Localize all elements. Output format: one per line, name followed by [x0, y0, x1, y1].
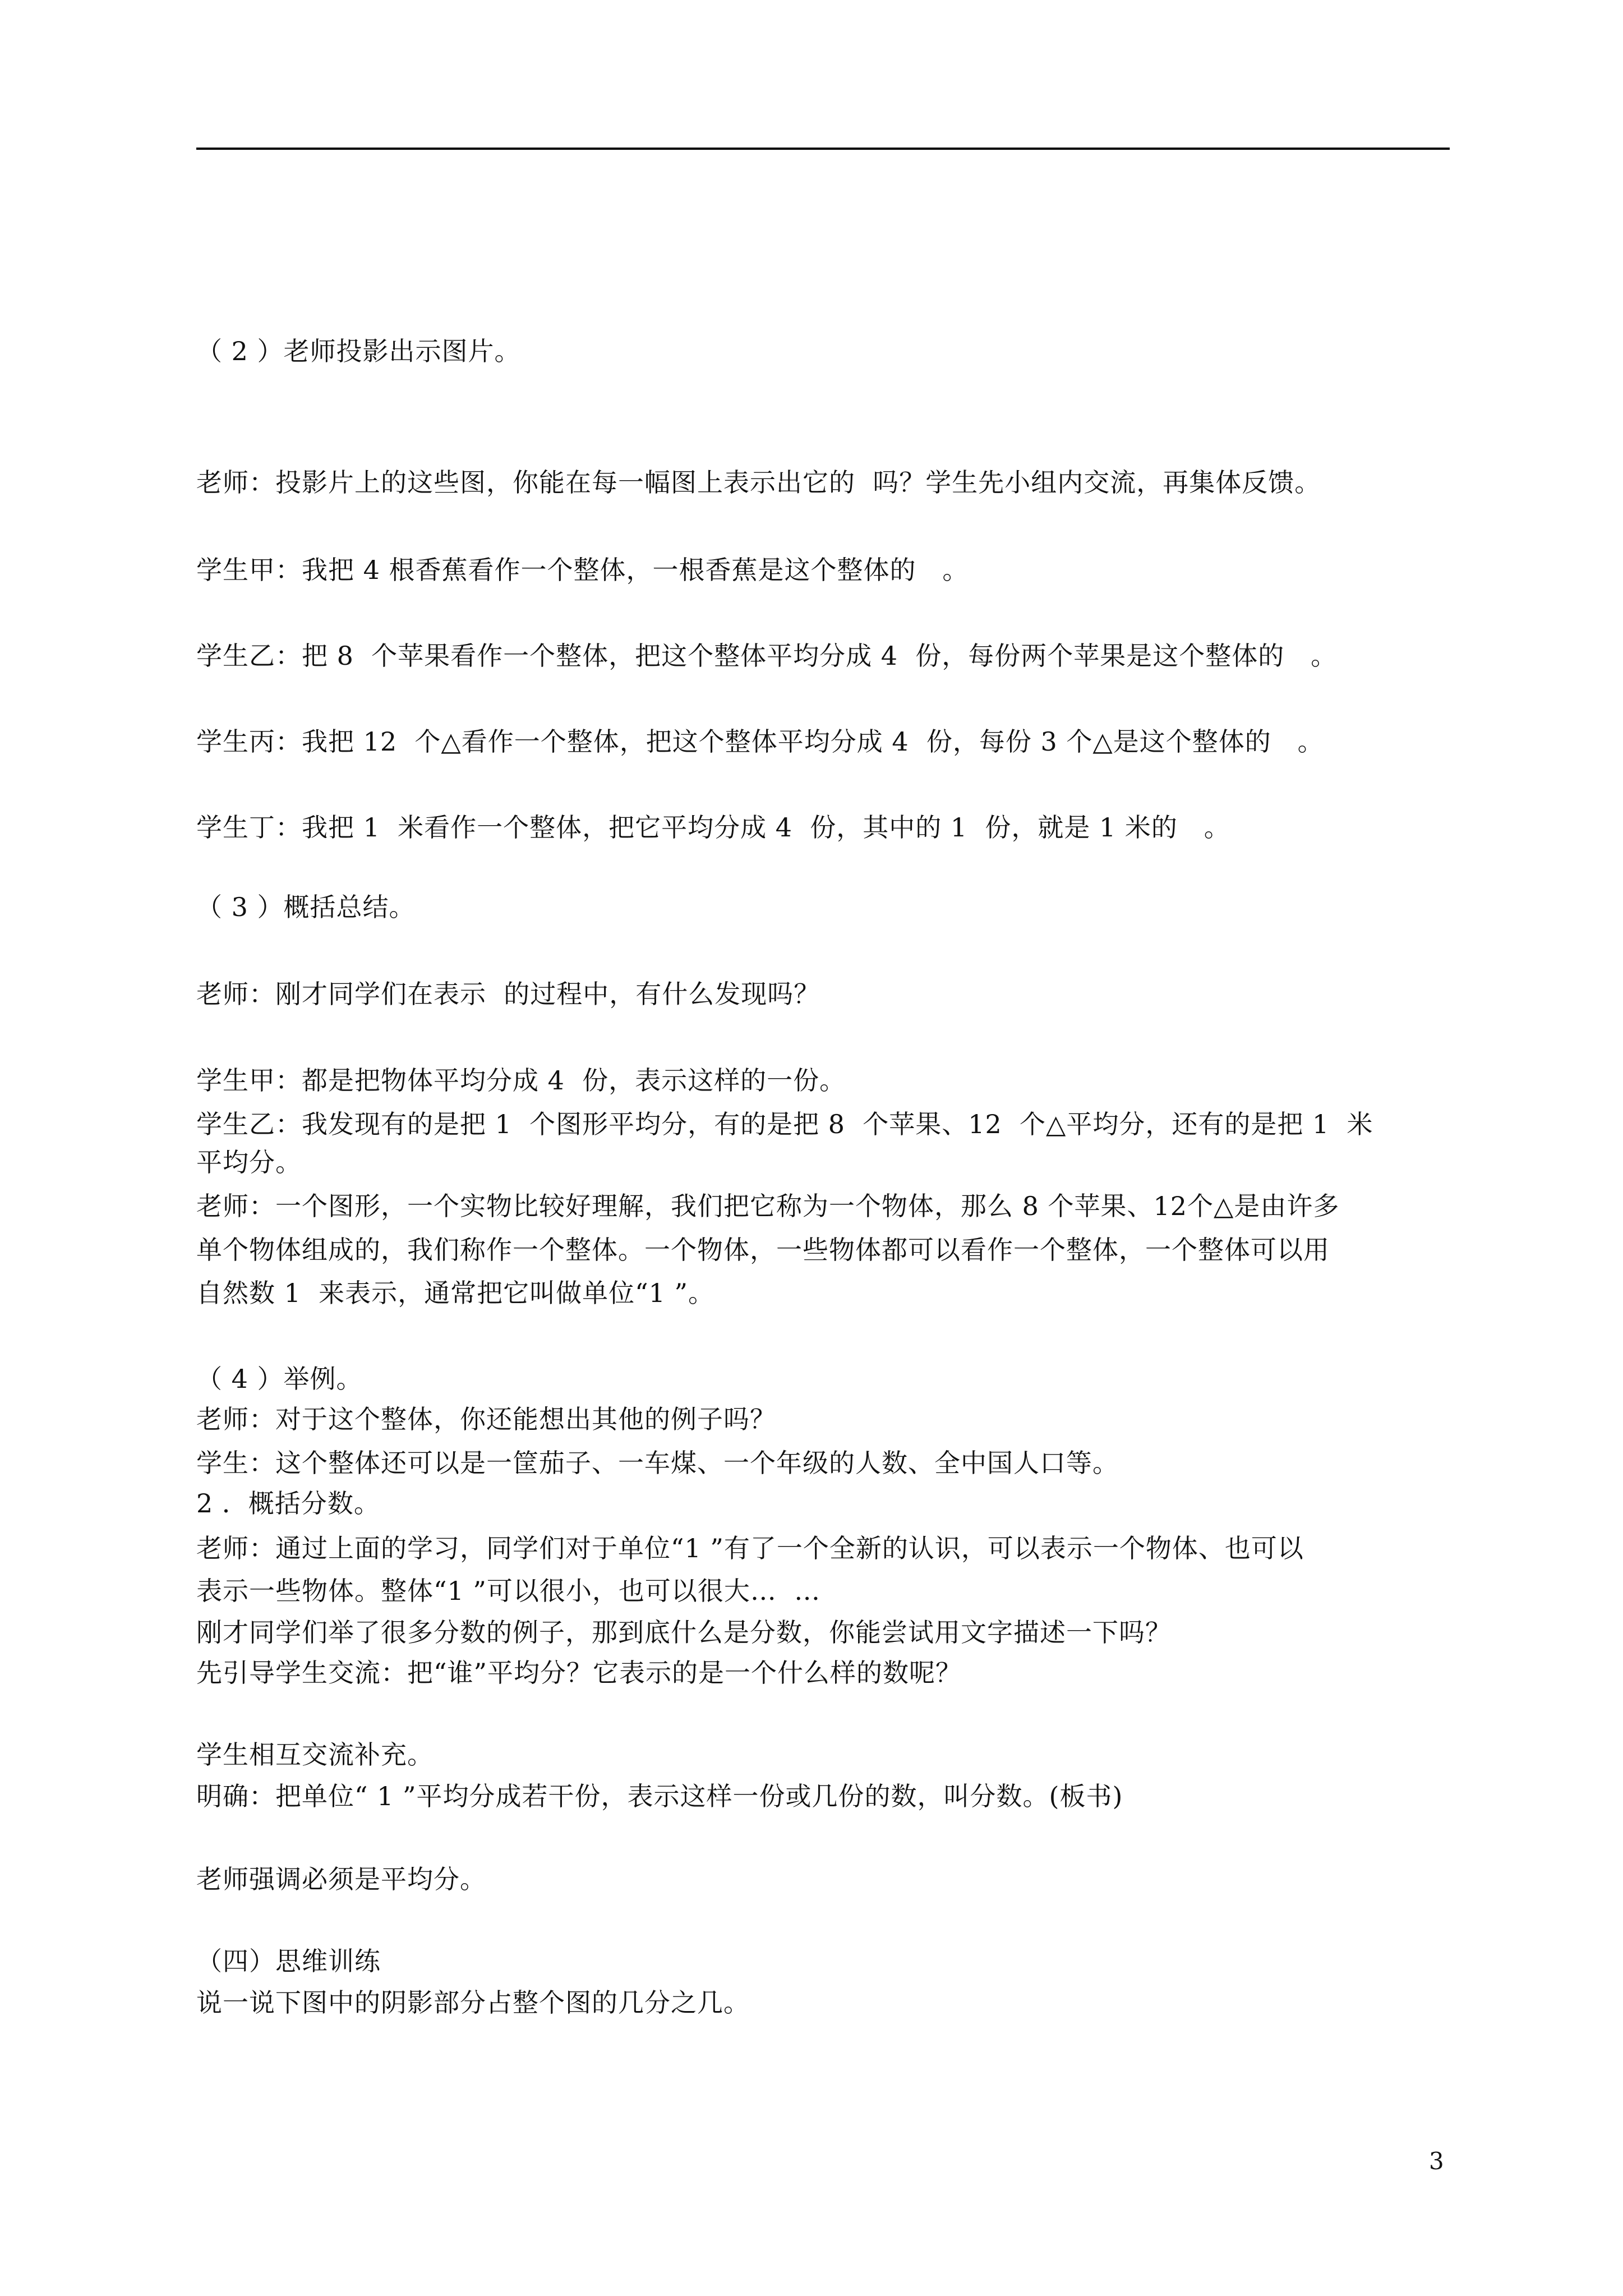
- paragraph-line: 学生甲：都是把物体平均分成 4 份，表示这样的一份。: [196, 1065, 846, 1096]
- definition-line: 明确：把单位“ 1 ”平均分成若干份，表示这样一份或几份的数，叫分数。(板书): [196, 1781, 1123, 1811]
- paragraph-line: 学生：这个整体还可以是一筐茄子、一车煤、一个年级的人数、全中国人口等。: [196, 1448, 1119, 1478]
- page-number: 3: [1429, 2147, 1444, 2175]
- paragraph-line: 老师：对于这个整体，你还能想出其他的例子吗？: [196, 1404, 776, 1434]
- section-heading-thinking-training: （四）思维训练: [196, 1946, 381, 1976]
- paragraph-line: 老师强调必须是平均分。: [196, 1864, 486, 1894]
- paragraph-line: 学生甲：我把 4 根香蕉看作一个整体，一根香蕉是这个整体的 。: [196, 555, 969, 585]
- paragraph-line: 单个物体组成的，我们称作一个整体。一个物体，一些物体都可以看作一个整体，一个整体可以用: [196, 1235, 1330, 1265]
- paragraph-line: 老师：一个图形，一个实物比较好理解，我们把它称为一个物体，那么 8 个苹果、12个△是由许多: [196, 1191, 1340, 1221]
- header-rule: [196, 148, 1450, 150]
- section-heading-summary: 2 ．概括分数。: [196, 1488, 380, 1519]
- paragraph-line: 老师：刚才同学们在表示 的过程中，有什么发现吗？: [196, 979, 820, 1009]
- paragraph-line: 平均分。: [196, 1147, 302, 1177]
- paragraph-line: 说一说下图中的阴影部分占整个图的几分之几。: [196, 1987, 750, 2018]
- section-heading-4: （ 4 ）举例。: [196, 1364, 363, 1394]
- section-heading-3: （ 3 ）概括总结。: [196, 892, 416, 922]
- paragraph-line: 老师：通过上面的学习，同学们对于单位“1 ”有了一个全新的认识，可以表示一个物体、也可以: [196, 1533, 1304, 1563]
- paragraph-line: 学生乙：把 8 个苹果看作一个整体，把这个整体平均分成 4 份，每份两个苹果是这个整体的 。: [196, 641, 1338, 671]
- paragraph-line: 刚才同学们举了很多分数的例子，那到底什么是分数，你能尝试用文字描述一下吗？: [196, 1617, 1172, 1648]
- paragraph-line: 学生相互交流补充。: [196, 1740, 434, 1770]
- section-heading-2: （ 2 ）老师投影出示图片。: [196, 336, 521, 366]
- paragraph-line: 表示一些物体。整体“1 ”可以很小，也可以很大… …: [196, 1576, 821, 1606]
- paragraph-line: 学生乙：我发现有的是把 1 个图形平均分，有的是把 8 个苹果、12 个△平均分，还有的是把 1 米: [196, 1109, 1373, 1139]
- paragraph-line: 学生丙：我把 12 个△看作一个整体，把这个整体平均分成 4 份，每份 3 个△是这个整体的 。: [196, 726, 1324, 757]
- paragraph-line: 先引导学生交流：把“谁”平均分？它表示的是一个什么样的数呢？: [196, 1658, 962, 1688]
- paragraph-line: 老师：投影片上的这些图，你能在每一幅图上表示出它的 吗？学生先小组内交流，再集体反馈。: [196, 467, 1321, 498]
- paragraph-line: 学生丁：我把 1 米看作一个整体，把它平均分成 4 份，其中的 1 份，就是 1 米的 。: [196, 812, 1230, 843]
- paragraph-line: 自然数 1 来表示，通常把它叫做单位“1 ”。: [196, 1278, 715, 1308]
